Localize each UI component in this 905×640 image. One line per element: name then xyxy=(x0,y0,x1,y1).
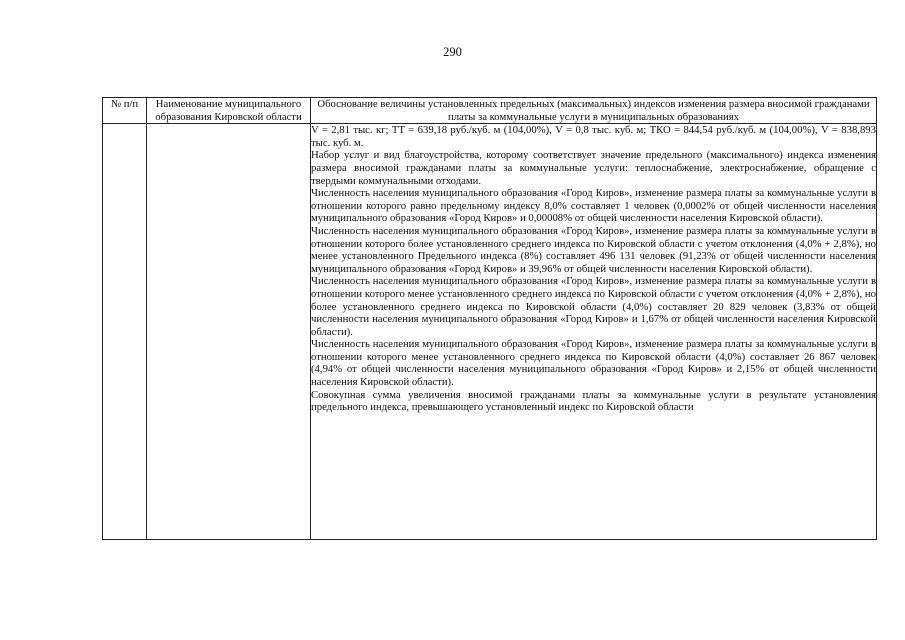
paragraph: Численность населения муниципального образования «Город Киров», изменение размера платы за коммунальные услуги в отношении которого менее установленного среднего индекса по Кировской области с учетом отклонения (4,0% + 2,8%), но более установленного среднего индекса по Кировской области (4,0%) составляет 20 829 человек (3,83% от общей численности населения муниципального образования «Город Киров» и 1,67% от общей численности населения Кировской области). xyxy=(311,275,876,338)
cell-number xyxy=(103,124,147,540)
paragraph: V = 2,81 тыс. кг; ТТ = 639,18 руб./куб. м (104,00%), V = 0,8 тыс. куб. м; ТКО = 844,54 руб./куб. м (104,00%), V = 838,893 тыс. куб. м. xyxy=(311,124,876,149)
cell-municipality xyxy=(147,124,311,540)
justification-table xyxy=(102,97,877,540)
paragraph: Численность населения муниципального образования «Город Киров», изменение размера платы за коммунальные услуги в отношении которого менее установленного среднего индекса по Кировской области (4,0%) составляет 26 867 человек (4,94% от общей численности населения муниципального образования «Город Киров» и 2,15% от общей численности населения Кировской области). xyxy=(311,338,876,389)
paragraph: Численность населения муниципального образования «Город Киров», изменение размера платы за коммунальные услуги в отношении которого равно предельному индексу 8,0% составляет 1 человек (0,0002% от общей численности населения муниципального образования «Город Киров» и 0,00008% от общей численности населения Кировской области). xyxy=(311,187,876,225)
header-number: № п/п xyxy=(103,98,147,124)
table-row xyxy=(103,124,877,540)
paragraph: Совокупная сумма увеличения вносимой гражданами платы за коммунальные услуги в результате установления предельного индекса, превышающего установленный индекс по Кировской области xyxy=(311,388,876,414)
header-municipality: Наименование муниципального образования Кировской области xyxy=(147,98,311,124)
header-justification: Обоснование величины установленных предельных (максимальных) индексов изменения размера вносимой гражданами платы за коммунальные услуги в муниципальных образованиях xyxy=(311,98,877,124)
paragraph: Набор услуг и вид благоустройства, которому соответствует значение предельного (максимального) индекса изменения размера вносимой гражданами платы за коммунальные услуги: теплоснабжение, электроснабжение, обращение с твердыми коммунальными отходами. xyxy=(311,149,876,187)
paragraph: Численность населения муниципального образования «Город Киров», изменение размера платы за коммунальные услуги в отношении которого более установленного среднего индекса по Кировской области с учетом отклонения (4,0% + 2,8%), но менее установленного Предельного индекса (8%) составляет 496 131 человек (91,23% от общей численности населения муниципального образования «Город Киров» и 39,96% от общей численности населения Кировской области). xyxy=(311,224,876,275)
cell-justification xyxy=(311,124,877,540)
table-header-row xyxy=(103,98,877,124)
page-number: 290 xyxy=(443,45,462,59)
